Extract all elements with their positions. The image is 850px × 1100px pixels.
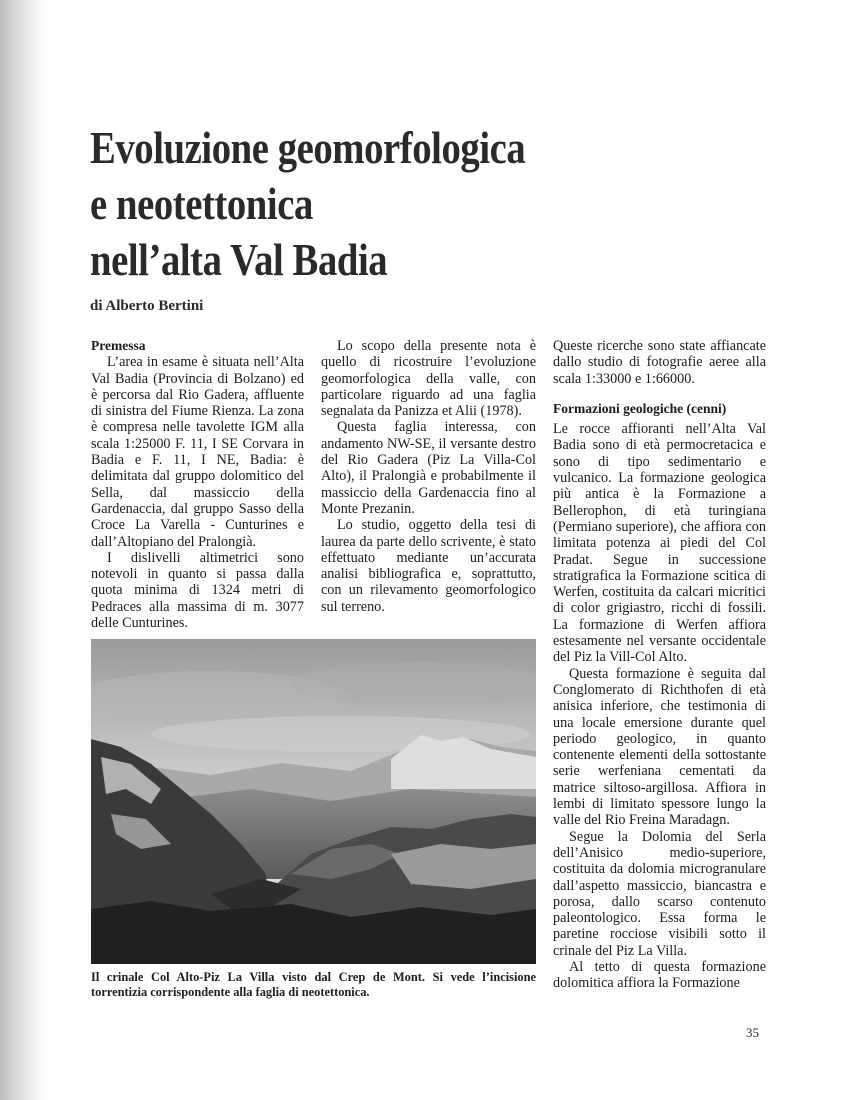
- paragraph: L’area in esame è situata nell’Alta Val Badia (Provincia di Bolzano) ed è percorsa dal Rio Gadera, affluente di sinistra del Fiume Rienza. La zona è compresa nelle tavolette IGM alla scala 1:25000 F. 11, I SE Corvara in Badia e F. 11, I NE, Badia: è delimitata dal gruppo dolomitico del Sella, dal massiccio della Gardenaccia, dal gruppo Sasso della Croce La Varella - Cunturines e dall’Altopiano del Pralongià.: [91, 354, 304, 550]
- title-line-2: e neotettonica: [90, 179, 313, 229]
- section-heading-premessa: Premessa: [91, 338, 146, 353]
- paragraph: I dislivelli altimetrici sono notevoli in quanto si passa dalla quota minima di 1324 metri di Pedraces alla massima di m. 3077 delle Cunturines.: [91, 549, 304, 632]
- text-column-1: [91, 338, 304, 631]
- paragraph: Al tetto di questa formazione dolomitica affiora la Formazione: [553, 958, 766, 992]
- page-number: 35: [746, 1025, 759, 1040]
- mountain-landscape-image: [91, 639, 536, 964]
- author-byline: di Alberto Bertini: [90, 298, 204, 314]
- figure-caption: Il crinale Col Alto-Piz La Villa visto dal Crep de Mont. Si vede l’incisione torrentizia corrispondente alla faglia di neotettonica.: [91, 970, 536, 999]
- paragraph: Segue la Dolomia del Serla dell’Anisico medio-superiore, costituita da dolomia microgranulare dall’aspetto massiccio, biancastra e porosa, dallo scarso contenuto paleontologico. Essa forma le paretine rocciose visibili sotto il crinale del Piz La Villa.: [553, 828, 766, 959]
- paragraph: Queste ricerche sono state affiancate dallo studio di fotografie aeree alla scala 1:33000 e 1:66000.: [553, 338, 766, 387]
- paragraph: Lo studio, oggetto della tesi di laurea da parte dello scrivente, è stato effettuato mediante un’accurata analisi bibliografica e, soprattutto, con un rilevamento geomorfologico sul terreno.: [321, 517, 536, 615]
- title-line-1: Evoluzione geomorfologica: [90, 123, 526, 173]
- mountain-photo: [91, 639, 536, 964]
- section-heading-formazioni: Formazioni geologiche (cenni): [553, 400, 727, 416]
- paragraph: Lo scopo della presente nota è quello di ricostruire l’evoluzione geomorfologica della valle, con particolare riguardo ad una faglia segnalata da Panizza et Alii (1978).: [321, 338, 536, 420]
- paragraph: Questa faglia interessa, con andamento NW-SE, il versante destro del Rio Gadera (Piz La Villa-Col Alto), il Pralongià e probabilmente il massiccio della Gardenaccia fino al Monte Prezanin.: [321, 419, 536, 517]
- text-column-3: [553, 338, 766, 992]
- page-spine-shadow: [0, 0, 48, 1100]
- text-column-2: [321, 338, 536, 615]
- paragraph: Questa formazione è seguita dal Conglomerato di Richthofen di età anisica inferiore, che testimonia di una locale emersione durante quel periodo geologico, in quanto contenente elementi della sottostante serie werfeniana cementati da matrice siltoso-argillosa. Affiora in lembi di limitato spessore lungo la valle del Rio Freina Maradagn.: [553, 665, 766, 829]
- article-title: [90, 120, 730, 288]
- title-line-3: nell’alta Val Badia: [90, 235, 388, 285]
- paragraph: Le rocce affioranti nell’Alta Val Badia sono di età permocretacica e sono di tipo sedimentario e vulcanico. La formazione geologica più antica è la Formazione a Bellerophon, di età turingiana (Permiano superiore), che affiora con limitata potenza ai piedi del Col Pradat. Segue in successione stratigrafica la Formazione scitica di Werfen, costituita da calcari micritici di color grigiastro, ricchi di fossili. La formazione di Werfen affiora estesamente nel versante occidentale del Piz la Vill-Col Alto.: [553, 421, 766, 666]
